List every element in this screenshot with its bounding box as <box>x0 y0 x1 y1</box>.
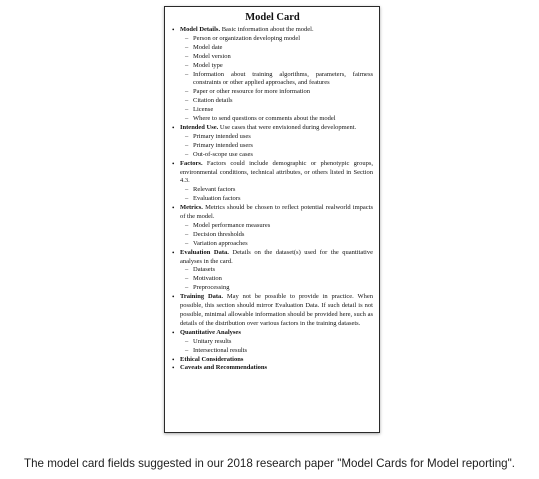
section-name: Ethical Considerations <box>180 355 244 363</box>
section-item <box>172 364 373 373</box>
figure-caption: The model card fields suggested in our 2018 research paper "Model Cards for Model reporting". <box>24 457 515 470</box>
section-subitem: – Relevant factors <box>180 186 373 195</box>
section-list <box>172 26 373 373</box>
section-subitem: – Out-of-scope use cases <box>180 151 373 160</box>
section-subitem: – Where to send questions or comments about the model <box>180 115 373 124</box>
model-card-figure <box>164 6 380 433</box>
section-subitems <box>180 338 373 356</box>
section-subitem: – Decision thresholds <box>180 231 373 240</box>
section-subitem: – License <box>180 106 373 115</box>
section-name-period: . <box>218 26 222 33</box>
section-description: Use cases that were envisioned during development. <box>219 123 357 131</box>
section-description: Factors could include demographic or phenotypic groups, environmental conditions, technical attributes, or others listed in Section 4.3. <box>180 159 373 185</box>
section-item <box>172 26 373 124</box>
section-subitem: – Unitary results <box>180 338 373 347</box>
section-subitem: – Preprocessing <box>180 284 373 293</box>
section-subitem: – Model type <box>180 62 373 71</box>
section-item <box>172 293 373 329</box>
section-subitem: – Variation approaches <box>180 240 373 249</box>
section-name: Factors <box>180 159 201 167</box>
section-name: Evaluation Data <box>180 248 228 256</box>
section-subitem: – Paper or other resource for more information <box>180 88 373 97</box>
section-subitems <box>180 266 373 293</box>
section-name-period: . <box>227 248 233 256</box>
section-description: Details on the dataset(s) used for the quantitative analyses in the card. <box>180 248 373 265</box>
section-name: Intended Use <box>180 123 217 131</box>
section-subitem: – Intersectional results <box>180 347 373 356</box>
section-subitem: – Motivation <box>180 275 373 284</box>
section-subitem: – Primary intended uses <box>180 133 373 142</box>
section-description: Metrics should be chosen to reflect potential realworld impacts of the model. <box>180 204 373 221</box>
card-title: Model Card <box>245 12 300 23</box>
section-subitem: – Primary intended users <box>180 142 373 151</box>
section-subitem: – Datasets <box>180 266 373 275</box>
section-item <box>172 356 373 365</box>
section-subitem: – Person or organization developing model <box>180 35 373 44</box>
section-item <box>172 124 373 160</box>
section-subitem: – Information about training algorithms, parameters, fairness constraints or other applied approaches, and features <box>180 71 373 89</box>
section-name-period: . <box>221 293 227 301</box>
section-subitems <box>180 133 373 160</box>
section-subitems <box>180 222 373 249</box>
section-subitem: – Model date <box>180 44 373 53</box>
section-description: Basic information about the model. <box>221 26 314 33</box>
section-name-period: . <box>200 159 207 167</box>
section-item <box>172 204 373 249</box>
section-subitem: – Model version <box>180 53 373 62</box>
section-item <box>172 249 373 294</box>
section-name: Caveats and Recommendations <box>180 364 268 372</box>
section-item <box>172 160 373 205</box>
section-name-period: . <box>201 204 206 212</box>
section-subitem: – Citation details <box>180 97 373 106</box>
section-item <box>172 329 373 356</box>
section-description: May not be possible to provide in practice. When possible, this section should mirror Evaluation Data. If such detail is not possible, minimal allowable information should be provided here, such as details of the distribution over various factors in the training datasets. <box>180 293 373 327</box>
section-name: Quantitative Analyses <box>180 328 241 336</box>
section-name: Metrics <box>180 204 202 212</box>
section-name: Model Details <box>180 26 219 33</box>
section-name-period: . <box>216 123 220 131</box>
section-name: Training Data <box>180 293 222 301</box>
section-subitems <box>180 35 373 124</box>
section-subitems <box>180 186 373 204</box>
section-subitem: – Model performance measures <box>180 222 373 231</box>
section-subitem: – Evaluation factors <box>180 195 373 204</box>
